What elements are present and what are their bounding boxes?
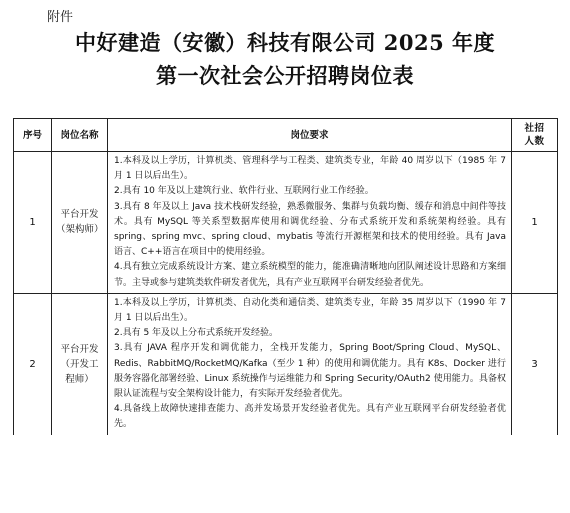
row-position: 平台开发（开发工程师） [52, 293, 108, 434]
row-position: 平台开发（架构师） [52, 152, 108, 294]
header-count-line2: 人数 [524, 136, 545, 147]
table-row [14, 293, 558, 434]
positions-table [13, 118, 558, 435]
table-row [14, 152, 558, 294]
header-requirements: 岗位要求 [108, 119, 512, 152]
requirement-item: 1.本科及以上学历，计算机类、自动化类和通信类、建筑类专业，年龄 35 周岁以下（1990 年 7 月 1 日以后出生）。 [114, 297, 506, 324]
header-position: 岗位名称 [52, 119, 108, 152]
requirement-item: 1.本科及以上学历，计算机类、管理科学与工程类、建筑类专业，年龄 40 周岁以下（1985 年 7 月 1 日以后出生）。 [114, 156, 506, 182]
row-no: 1 [14, 152, 52, 294]
row-requirements [108, 152, 512, 294]
table-header-row [14, 119, 558, 152]
requirement-item: 4.具备线上故障快速排查能力、高并发场景开发经验者优先。具有产业互联网平台研发经验者优先。 [114, 404, 506, 430]
row-count: 1 [512, 152, 558, 294]
requirement-item: 3.具有 JAVA 程序开发和调优能力，全栈开发能力，Spring Boot/Spring Cloud、MySQL、Redis、RabbitMQ/RocketMQ/Kafka（至少 1 种）的使用和调优能力。具有 K8s、Docker 进行服务容器化部署经验、Linux 系统操作与运维能力和 Spring Security/OAuth2 使用能力。具备权限认证流程与安全架构设计能力，有实际开发经验者优先。 [114, 343, 506, 400]
requirement-item: 4.具有独立完成系统设计方案、建立系统模型的能力，能准确清晰地向团队阐述设计思路和方案细节。主导或参与建筑类软件研发者优先，具有产业互联网平台研发经验者优先。 [114, 262, 506, 288]
header-count [512, 119, 558, 152]
header-count-line1: 社招 [524, 123, 545, 134]
document-title-line1: 中好建造（安徽）科技有限公司 2025 年度 [74, 30, 496, 55]
requirement-item: 2.具有 5 年及以上分布式系统开发经验。 [114, 328, 279, 339]
requirement-item: 2.具有 10 年及以上建筑行业、软件行业、互联网行业工作经验。 [114, 186, 374, 197]
attachment-label: 附件 [47, 10, 74, 25]
requirement-item: 3.具有 8 年及以上 Java 技术栈研发经验，熟悉微服务、集群与负载均衡、缓存和消息中间件等技术。具有 MySQL 等关系型数据库使用和调优经验、分布式系统开发和系统架构经验。具有 spring、spring mvc、spring cloud、mybatis 等流行开源框架和技术的使用经验。具有 Java 语言、C++语言在项目中的使用经验。 [114, 201, 506, 258]
document-title-line2: 第一次社会公开招聘岗位表 [156, 63, 414, 88]
row-count: 3 [512, 293, 558, 434]
row-requirements [108, 293, 512, 434]
row-no: 2 [14, 293, 52, 434]
header-no: 序号 [14, 119, 52, 152]
